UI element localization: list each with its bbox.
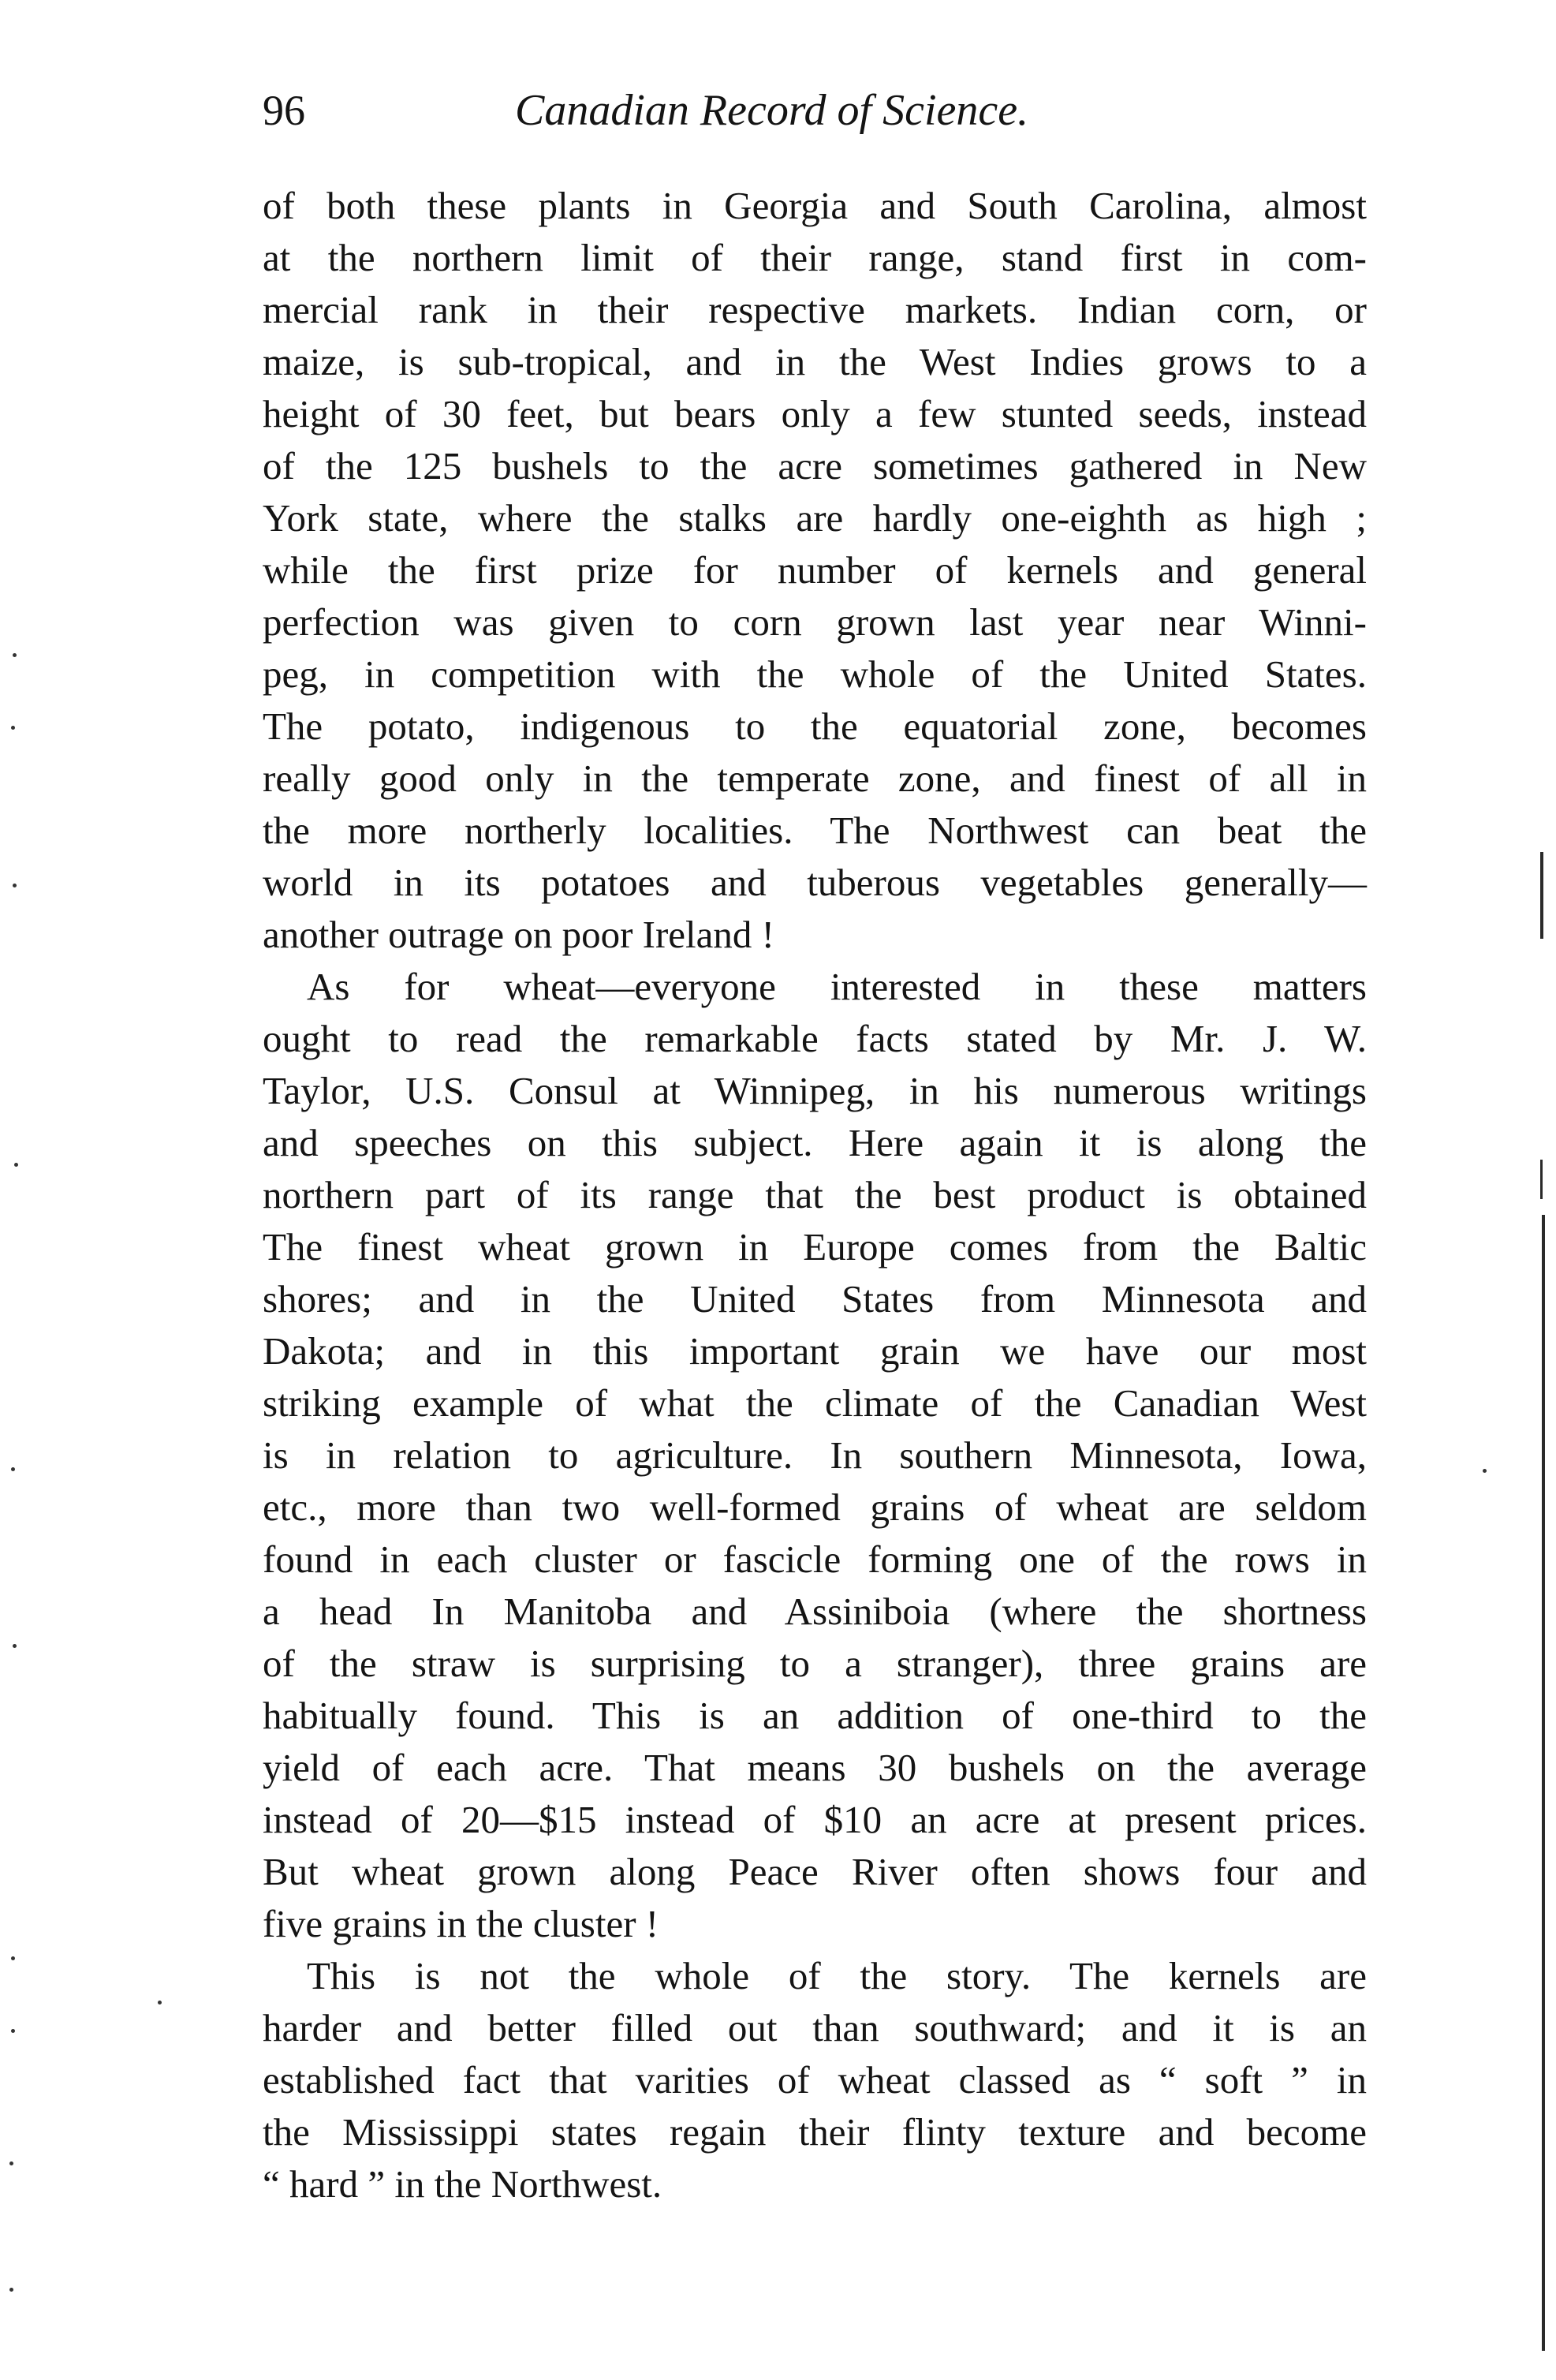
scan-speck bbox=[13, 653, 17, 657]
text-line: height of 30 feet, but bears only a few stunted seeds, instead bbox=[263, 392, 1367, 435]
text-line: the Mississippi states regain their flinty texture and become bbox=[263, 2110, 1367, 2154]
text-line: striking example of what the climate of the Canadian West bbox=[263, 1381, 1367, 1425]
scan-gutter-mark bbox=[1540, 1160, 1543, 1199]
scan-speck bbox=[158, 2001, 162, 2005]
text-line: of the straw is surprising to a stranger), three grains are bbox=[263, 1642, 1367, 1685]
body-text bbox=[263, 180, 1367, 2210]
text-line: The finest wheat grown in Europe comes from the Baltic bbox=[263, 1225, 1367, 1268]
scan-speck bbox=[11, 1467, 15, 1471]
text-line: northern part of its range that the best product is obtained bbox=[263, 1173, 1367, 1216]
scan-speck bbox=[1483, 1469, 1487, 1473]
text-line: a head In Manitoba and Assiniboia (where the shortness bbox=[263, 1590, 1367, 1633]
text-line: while the first prize for number of kernels and general bbox=[263, 548, 1367, 592]
text-line: ought to read the remarkable facts stated by Mr. J. W. bbox=[263, 1017, 1367, 1060]
running-head bbox=[263, 79, 1367, 142]
text-line: “ hard ” in the Northwest. bbox=[263, 2162, 662, 2206]
text-line: of the 125 bushels to the acre sometimes gathered in New bbox=[263, 444, 1367, 488]
text-line: This is not the whole of the story. The kernels are bbox=[307, 1954, 1367, 1997]
text-line: shores; and in the United States from Minnesota and bbox=[263, 1277, 1367, 1321]
text-line: harder and better filled out than southward; and it is an bbox=[263, 2006, 1367, 2049]
scan-gutter-mark bbox=[1540, 852, 1543, 939]
journal-title: Canadian Record of Science. bbox=[515, 86, 1029, 135]
text-line: found in each cluster or fascicle forming one of the rows in bbox=[263, 1537, 1367, 1581]
text-line: etc., more than two well-formed grains of wheat are seldom bbox=[263, 1485, 1367, 1529]
text-line: habitually found. This is an addition of one-third to the bbox=[263, 1694, 1367, 1737]
text-line: Dakota; and in this important grain we have our most bbox=[263, 1329, 1367, 1373]
text-line: Taylor, U.S. Consul at Winnipeg, in his numerous writings bbox=[263, 1069, 1367, 1112]
text-line: the more northerly localities. The Northwest can beat the bbox=[263, 809, 1367, 852]
text-line: peg, in competition with the whole of the United States. bbox=[263, 652, 1367, 696]
text-line: mercial rank in their respective markets. Indian corn, or bbox=[263, 288, 1367, 331]
text-line: instead of 20—$15 instead of $10 an acre at present prices. bbox=[263, 1798, 1367, 1841]
text-line: of both these plants in Georgia and South Carolina, almost bbox=[263, 184, 1367, 227]
paragraph-2 bbox=[263, 961, 1367, 1950]
text-line: world in its potatoes and tuberous vegetables generally— bbox=[263, 861, 1367, 904]
scan-speck bbox=[9, 2288, 13, 2292]
text-line: The potato, indigenous to the equatorial zone, becomes bbox=[263, 704, 1367, 748]
paragraph-3 bbox=[263, 1950, 1367, 2210]
text-line: But wheat grown along Peace River often shows four and bbox=[263, 1850, 1367, 1893]
text-line: at the northern limit of their range, stand first in com- bbox=[263, 236, 1367, 279]
text-line: As for wheat—everyone interested in these matters bbox=[307, 965, 1367, 1008]
text-line: York state, where the stalks are hardly one-eighth as high ; bbox=[263, 496, 1367, 540]
scan-speck bbox=[13, 1644, 17, 1648]
text-line: and speeches on this subject. Here again it is along the bbox=[263, 1121, 1367, 1164]
page-number: 96 bbox=[263, 87, 305, 134]
text-line: really good only in the temperate zone, and finest of all in bbox=[263, 757, 1367, 800]
text-line: maize, is sub-tropical, and in the West Indies grows to a bbox=[263, 340, 1367, 383]
scan-gutter-mark bbox=[1542, 1215, 1545, 2351]
scan-speck bbox=[11, 726, 15, 730]
text-line: is in relation to agriculture. In southern Minnesota, Iowa, bbox=[263, 1433, 1367, 1477]
text-line: yield of each acre. That means 30 bushels on the average bbox=[263, 1746, 1367, 1789]
scan-speck bbox=[13, 884, 17, 887]
scan-speck bbox=[11, 2029, 15, 2033]
scan-speck bbox=[14, 1163, 18, 1167]
scan-speck bbox=[9, 2161, 13, 2165]
scan-speck bbox=[11, 1956, 15, 1960]
text-line: another outrage on poor Ireland ! bbox=[263, 913, 774, 956]
text-line: perfection was given to corn grown last year near Winni- bbox=[263, 600, 1367, 644]
text-line: five grains in the cluster ! bbox=[263, 1902, 659, 1945]
text-line: established fact that varities of wheat classed as “ soft ” in bbox=[263, 2058, 1367, 2102]
paragraph-1 bbox=[263, 180, 1367, 961]
